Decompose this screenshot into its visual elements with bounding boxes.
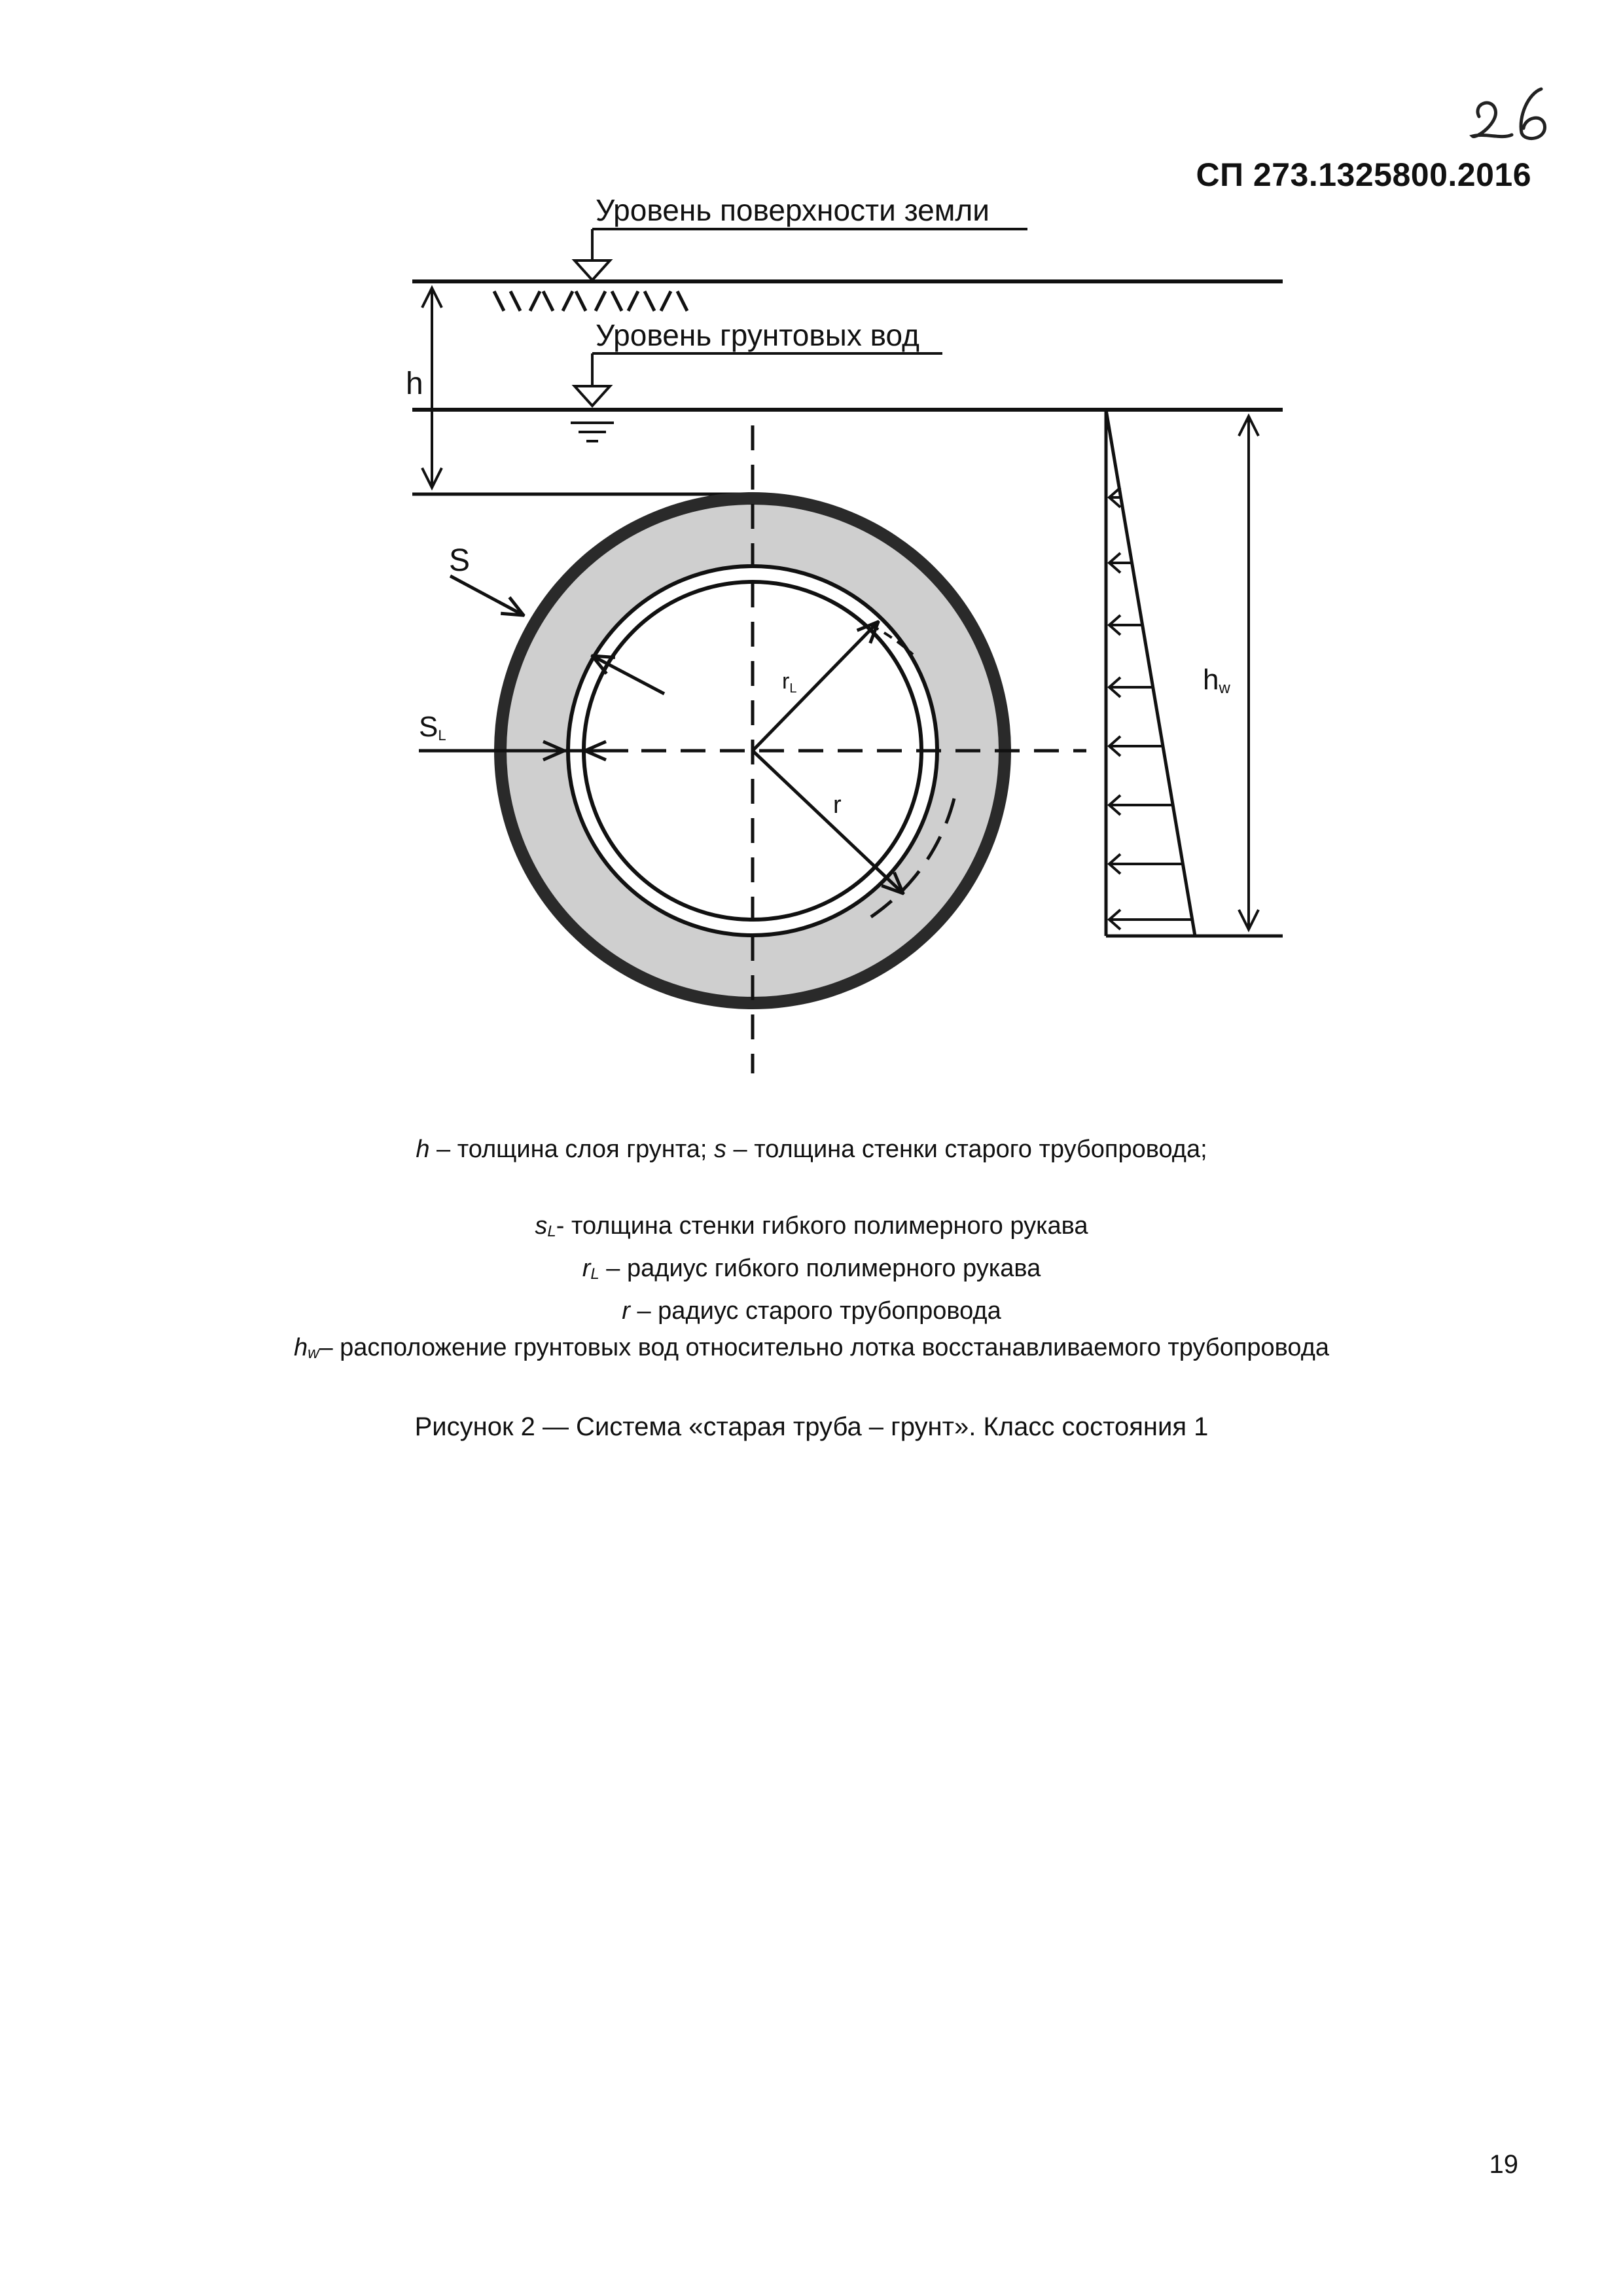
page-number: 19: [1489, 2150, 1518, 2179]
legend-line-hw: [0, 1329, 1623, 1372]
legend-h-symbol: h: [416, 1136, 430, 1163]
s-label: S: [449, 543, 471, 578]
legend-rl-sub: L: [590, 1265, 599, 1283]
legend-h-text: – толщина слоя грунта;: [429, 1136, 714, 1163]
legend-r-symbol: r: [622, 1297, 630, 1325]
legend-line-rl: [0, 1250, 1623, 1293]
legend-rl-symbol: r: [582, 1255, 591, 1282]
water-pressure-diagram: [1106, 410, 1283, 936]
figure-caption: Рисунок 2 — Система «старая труба – грунт». Класс состояния 1: [414, 1412, 1209, 1441]
sl-label: SL: [419, 711, 446, 744]
legend-hw-sub: w: [308, 1344, 319, 1362]
legend-s-symbol: s: [713, 1136, 726, 1163]
legend-r-text: – радиус старого трубопровода: [630, 1297, 1001, 1325]
legend-line-1: [0, 1131, 1623, 1168]
hw-dimension: [1239, 416, 1258, 929]
ground-hatch: [494, 291, 687, 311]
rl-label: rL: [782, 669, 797, 696]
legend-line-r: [0, 1293, 1623, 1329]
legend-definitions: [0, 1208, 1623, 1372]
pressure-arrows: [1109, 488, 1192, 929]
legend-hw-symbol: h: [293, 1334, 308, 1361]
pipe-soil-diagram: [0, 0, 1623, 1113]
legend-sl-symbol: s: [535, 1212, 548, 1240]
legend-line-sl: [0, 1208, 1623, 1250]
groundwater-level-marker: [571, 353, 942, 441]
legend-rl-text: – радиус гибкого полимерного рукава: [599, 1255, 1041, 1282]
legend-hw-text: – расположение грунтовых вод относительно лотка восстанавливаемого трубопровода: [319, 1334, 1330, 1361]
legend-line-1-block: [0, 1131, 1623, 1168]
ground-level-marker: [575, 229, 1027, 280]
s-arrow-outer: [450, 576, 524, 615]
document-code: СП 273.1325800.2016: [1196, 156, 1531, 193]
groundwater-label: Уровень грунтовых вод: [596, 318, 919, 352]
r-label: r: [833, 791, 842, 819]
h-label: h: [406, 367, 423, 401]
legend-sl-text: - толщина стенки гибкого полимерного рукава: [556, 1212, 1088, 1240]
h-dimension: [422, 288, 442, 488]
legend-s-text: – толщина стенки старого трубопровода;: [726, 1136, 1207, 1163]
legend-sl-sub: L: [547, 1223, 556, 1240]
hw-label: hw: [1203, 664, 1230, 697]
ground-surface-label: Уровень поверхности земли: [596, 193, 990, 227]
